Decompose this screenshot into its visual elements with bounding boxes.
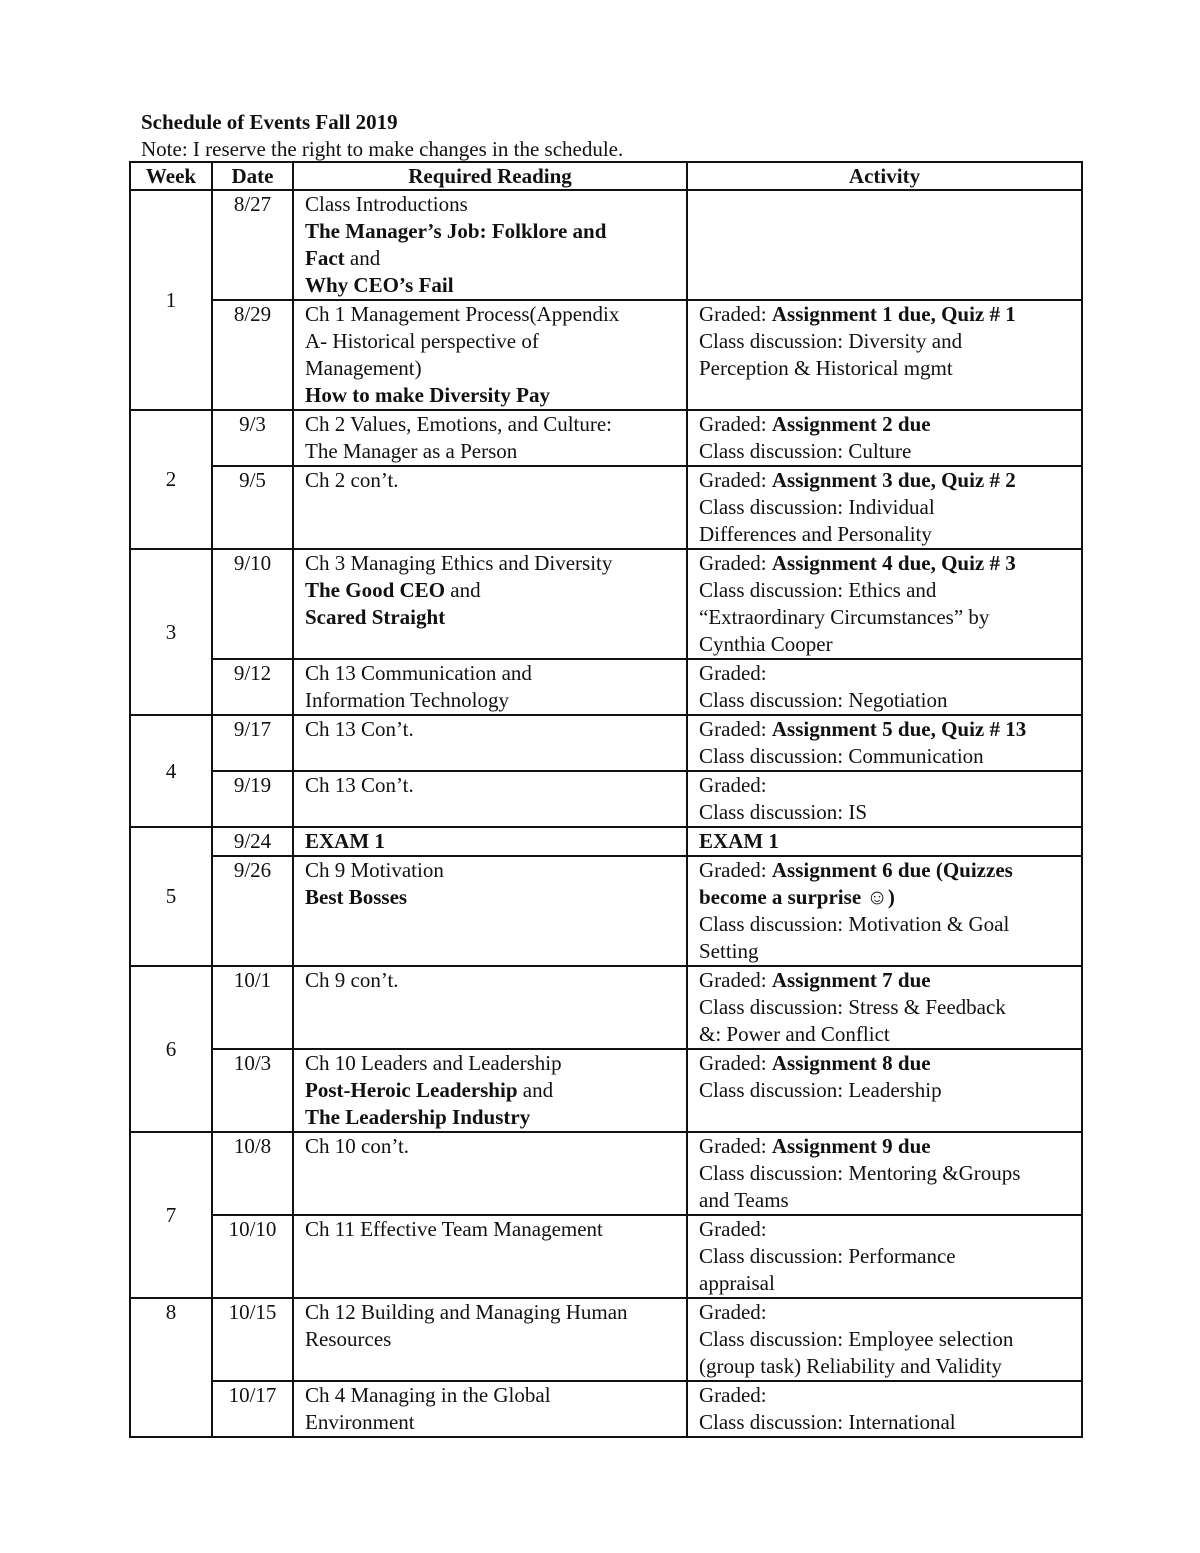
cell-line xyxy=(305,550,680,577)
cell-line xyxy=(699,438,1075,465)
cell-line xyxy=(699,828,1075,855)
text-run: Ch 13 Communication and xyxy=(305,661,532,685)
bold-text: The Good CEO xyxy=(305,578,446,602)
cell-line xyxy=(699,857,1075,884)
text-run: Graded: xyxy=(699,1134,772,1158)
text-run: Class discussion: Leadership xyxy=(699,1078,942,1102)
table-row xyxy=(130,715,1082,771)
cell-line xyxy=(699,1133,1075,1160)
text-run: Class discussion: Individual xyxy=(699,495,935,519)
text-run: Resources xyxy=(305,1327,392,1351)
date-cell: 10/17 xyxy=(212,1381,293,1437)
reading-cell xyxy=(293,827,687,856)
text-run: Information Technology xyxy=(305,688,510,712)
reading-cell xyxy=(293,771,687,827)
cell-line xyxy=(699,355,1075,382)
text-run: and xyxy=(344,246,381,270)
date-cell: 8/27 xyxy=(212,190,293,300)
activity-cell xyxy=(687,659,1082,715)
table-row xyxy=(130,549,1082,659)
table-row xyxy=(130,827,1082,856)
text-run: Management) xyxy=(305,356,422,380)
text-run: Graded: xyxy=(699,468,772,492)
table-row xyxy=(130,466,1082,549)
bold-text: Fact xyxy=(305,246,345,270)
cell-line xyxy=(699,1216,1075,1243)
text-run: Ch 2 con’t. xyxy=(305,468,399,492)
cell-line xyxy=(699,799,1075,826)
activity-cell xyxy=(687,549,1082,659)
text-run: and xyxy=(517,1078,554,1102)
cell-line xyxy=(699,301,1075,328)
cell-line xyxy=(305,382,680,409)
activity-cell xyxy=(687,827,1082,856)
cell-line xyxy=(699,1021,1075,1048)
cell-line xyxy=(699,938,1075,965)
text-run: Ch 4 Managing in the Global xyxy=(305,1383,551,1407)
text-run: Graded: xyxy=(699,551,772,575)
column-header-date: Date xyxy=(212,162,293,190)
text-run: Graded: xyxy=(699,1300,767,1324)
text-run: Ch 12 Building and Managing Human xyxy=(305,1300,628,1324)
cell-line xyxy=(699,1050,1075,1077)
bold-text: Assignment 1 due, Quiz # 1 xyxy=(771,302,1016,326)
bold-text: Assignment 5 due, Quiz # 13 xyxy=(771,717,1027,741)
cell-line xyxy=(305,467,680,494)
text-run: Ch 1 Management Process(Appendix xyxy=(305,302,620,326)
text-run: Graded: xyxy=(699,1383,767,1407)
page-title: Schedule of Events Fall 2019 xyxy=(141,110,398,134)
bold-text: Best Bosses xyxy=(305,885,408,909)
reading-cell xyxy=(293,966,687,1049)
text-run: “Extraordinary Circumstances” by xyxy=(699,605,990,629)
cell-line xyxy=(699,577,1075,604)
activity-cell xyxy=(687,1132,1082,1215)
cell-line xyxy=(305,772,680,799)
table-row xyxy=(130,966,1082,1049)
cell-line xyxy=(305,272,680,299)
cell-line xyxy=(699,716,1075,743)
text-run: Graded: xyxy=(699,412,772,436)
column-header-week: Week xyxy=(130,162,212,190)
cell-line xyxy=(305,604,680,631)
cell-line xyxy=(305,328,680,355)
text-run: and xyxy=(445,578,481,602)
column-header-required-reading: Required Reading xyxy=(293,162,687,190)
cell-line xyxy=(305,716,680,743)
bold-text: Why CEO’s Fail xyxy=(305,273,454,297)
date-cell: 9/26 xyxy=(212,856,293,966)
activity-cell xyxy=(687,300,1082,410)
cell-line xyxy=(699,1160,1075,1187)
cell-line xyxy=(699,411,1075,438)
cell-line xyxy=(699,1353,1075,1380)
cell-line xyxy=(699,994,1075,1021)
week-cell: 1 xyxy=(130,190,212,410)
activity-cell xyxy=(687,190,1082,300)
activity-cell xyxy=(687,1381,1082,1437)
bold-text: The Manager’s Job: Folklore and xyxy=(305,219,607,243)
text-run: Ch 9 con’t. xyxy=(305,968,399,992)
cell-line xyxy=(305,1133,680,1160)
cell-line xyxy=(305,245,680,272)
date-cell: 10/3 xyxy=(212,1049,293,1132)
bold-text: Assignment 7 due xyxy=(771,968,931,992)
cell-line xyxy=(305,967,680,994)
date-cell: 9/19 xyxy=(212,771,293,827)
activity-cell xyxy=(687,410,1082,466)
cell-line xyxy=(305,1104,680,1131)
bold-text: How to make Diversity Pay xyxy=(305,383,550,407)
reading-cell xyxy=(293,715,687,771)
text-run: Ch 11 Effective Team Management xyxy=(305,1217,603,1241)
text-run: Graded: xyxy=(699,302,772,326)
text-run: Setting xyxy=(699,939,759,963)
cell-line xyxy=(699,1270,1075,1297)
cell-line xyxy=(699,1326,1075,1353)
text-run: Class discussion: Communication xyxy=(699,744,984,768)
text-run: Cynthia Cooper xyxy=(699,632,833,656)
text-run: Graded: xyxy=(699,858,772,882)
reading-cell xyxy=(293,1132,687,1215)
table-row xyxy=(130,1132,1082,1215)
text-run: Graded: xyxy=(699,1051,772,1075)
bold-text: become a surprise ☺) xyxy=(699,885,895,909)
table-row xyxy=(130,410,1082,466)
table-row xyxy=(130,1049,1082,1132)
text-run: Perception & Historical mgmt xyxy=(699,356,953,380)
cell-line xyxy=(699,1382,1075,1409)
activity-cell xyxy=(687,771,1082,827)
text-run: Ch 3 Managing Ethics and Diversity xyxy=(305,551,613,575)
bold-text: Assignment 2 due xyxy=(771,412,931,436)
text-run: Ch 13 Con’t. xyxy=(305,773,414,797)
text-run: Class discussion: IS xyxy=(699,800,868,824)
bold-text: Assignment 8 due xyxy=(771,1051,931,1075)
header-row xyxy=(130,162,1082,190)
bold-text: Assignment 4 due, Quiz # 3 xyxy=(771,551,1016,575)
table-row xyxy=(130,659,1082,715)
cell-line xyxy=(305,355,680,382)
cell-line xyxy=(699,494,1075,521)
date-cell: 10/15 xyxy=(212,1298,293,1381)
bold-text: Assignment 9 due xyxy=(771,1134,931,1158)
date-cell: 9/12 xyxy=(212,659,293,715)
text-run: Class discussion: Ethics and xyxy=(699,578,937,602)
cell-line xyxy=(699,328,1075,355)
cell-line xyxy=(699,604,1075,631)
activity-cell xyxy=(687,1298,1082,1381)
cell-line xyxy=(699,911,1075,938)
reading-cell xyxy=(293,1298,687,1381)
cell-line xyxy=(699,772,1075,799)
table-row xyxy=(130,1298,1082,1381)
cell-line xyxy=(699,1187,1075,1214)
text-run: Class discussion: Performance xyxy=(699,1244,956,1268)
week-cell: 5 xyxy=(130,827,212,966)
text-run: Graded: xyxy=(699,661,767,685)
text-run: Class discussion: Culture xyxy=(699,439,912,463)
activity-cell xyxy=(687,966,1082,1049)
table-row xyxy=(130,1215,1082,1298)
date-cell: 9/3 xyxy=(212,410,293,466)
cell-line xyxy=(699,687,1075,714)
week-cell: 3 xyxy=(130,549,212,715)
text-run: Ch 10 con’t. xyxy=(305,1134,410,1158)
text-run: and Teams xyxy=(699,1188,789,1212)
reading-cell xyxy=(293,466,687,549)
cell-line xyxy=(305,1216,680,1243)
text-run: Class discussion: International xyxy=(699,1410,956,1434)
activity-cell xyxy=(687,856,1082,966)
cell-line xyxy=(699,550,1075,577)
text-run: appraisal xyxy=(699,1271,775,1295)
cell-line xyxy=(305,1299,680,1326)
text-run: Graded: xyxy=(699,773,767,797)
cell-line xyxy=(699,467,1075,494)
cell-line xyxy=(699,1077,1075,1104)
text-run: Class discussion: Stress & Feedback xyxy=(699,995,1006,1019)
cell-line xyxy=(305,660,680,687)
reading-cell xyxy=(293,659,687,715)
bold-text: The Leadership Industry xyxy=(305,1105,531,1129)
text-run: Environment xyxy=(305,1410,415,1434)
reading-cell xyxy=(293,549,687,659)
text-run: Graded: xyxy=(699,717,772,741)
bold-text: EXAM 1 xyxy=(699,829,779,853)
week-cell: 4 xyxy=(130,715,212,827)
text-run: Class discussion: Diversity and xyxy=(699,329,963,353)
text-run: Ch 9 Motivation xyxy=(305,858,444,882)
table-row xyxy=(130,1381,1082,1437)
text-run: Class discussion: Mentoring &Groups xyxy=(699,1161,1021,1185)
cell-line xyxy=(699,743,1075,770)
cell-line xyxy=(305,1409,680,1436)
week-cell: 6 xyxy=(130,966,212,1132)
reading-cell xyxy=(293,300,687,410)
cell-line xyxy=(305,301,680,328)
cell-line xyxy=(699,1243,1075,1270)
cell-line xyxy=(699,1299,1075,1326)
date-cell: 9/5 xyxy=(212,466,293,549)
cell-line xyxy=(699,884,1075,911)
week-cell: 2 xyxy=(130,410,212,549)
text-run: &: Power and Conflict xyxy=(699,1022,890,1046)
cell-line xyxy=(305,687,680,714)
reading-cell xyxy=(293,1049,687,1132)
activity-cell xyxy=(687,466,1082,549)
cell-line xyxy=(699,1409,1075,1436)
cell-line xyxy=(305,828,680,855)
table-row xyxy=(130,190,1082,300)
cell-line xyxy=(305,577,680,604)
activity-cell xyxy=(687,1215,1082,1298)
cell-line xyxy=(699,631,1075,658)
cell-line xyxy=(699,521,1075,548)
text-run: A- Historical perspective of xyxy=(305,329,539,353)
week-cell: 8 xyxy=(130,1298,212,1437)
reading-cell xyxy=(293,856,687,966)
text-run: Differences and Personality xyxy=(699,522,932,546)
text-run: Ch 10 Leaders and Leadership xyxy=(305,1051,562,1075)
reading-cell xyxy=(293,1215,687,1298)
table-row xyxy=(130,300,1082,410)
date-cell: 10/10 xyxy=(212,1215,293,1298)
schedule-body xyxy=(130,190,1082,1437)
bold-text: Scared Straight xyxy=(305,605,446,629)
text-run: Graded: xyxy=(699,1217,767,1241)
text-run: Class Introductions xyxy=(305,192,468,216)
cell-line xyxy=(305,1050,680,1077)
text-run: The Manager as a Person xyxy=(305,439,518,463)
bold-text: EXAM 1 xyxy=(305,829,385,853)
column-header-activity: Activity xyxy=(687,162,1082,190)
schedule-table xyxy=(129,161,1083,1438)
text-run: Class discussion: Negotiation xyxy=(699,688,948,712)
cell-line xyxy=(305,191,680,218)
week-cell: 7 xyxy=(130,1132,212,1298)
bold-text: Assignment 6 due (Quizzes xyxy=(771,858,1013,882)
cell-line xyxy=(305,218,680,245)
schedule-note: Note: I reserve the right to make changes in the schedule. xyxy=(141,137,624,161)
table-row xyxy=(130,771,1082,827)
cell-line xyxy=(305,1382,680,1409)
text-run: Ch 13 Con’t. xyxy=(305,717,414,741)
reading-cell xyxy=(293,1381,687,1437)
activity-cell xyxy=(687,1049,1082,1132)
text-run: Class discussion: Employee selection xyxy=(699,1327,1014,1351)
date-cell: 10/1 xyxy=(212,966,293,1049)
cell-line xyxy=(305,857,680,884)
cell-line xyxy=(699,660,1075,687)
date-cell: 8/29 xyxy=(212,300,293,410)
cell-line xyxy=(305,1077,680,1104)
date-cell: 9/17 xyxy=(212,715,293,771)
cell-line xyxy=(305,1326,680,1353)
reading-cell xyxy=(293,190,687,300)
text-run: Graded: xyxy=(699,968,772,992)
table-row xyxy=(130,856,1082,966)
cell-line xyxy=(305,411,680,438)
cell-line xyxy=(305,884,680,911)
text-run: (group task) Reliability and Validity xyxy=(699,1354,1002,1378)
date-cell: 10/8 xyxy=(212,1132,293,1215)
reading-cell xyxy=(293,410,687,466)
cell-line xyxy=(305,438,680,465)
text-run: Ch 2 Values, Emotions, and Culture: xyxy=(305,412,613,436)
cell-line xyxy=(699,967,1075,994)
date-cell: 9/10 xyxy=(212,549,293,659)
date-cell: 9/24 xyxy=(212,827,293,856)
activity-cell xyxy=(687,715,1082,771)
bold-text: Post-Heroic Leadership xyxy=(305,1078,518,1102)
bold-text: Assignment 3 due, Quiz # 2 xyxy=(771,468,1016,492)
text-run: Class discussion: Motivation & Goal xyxy=(699,912,1010,936)
